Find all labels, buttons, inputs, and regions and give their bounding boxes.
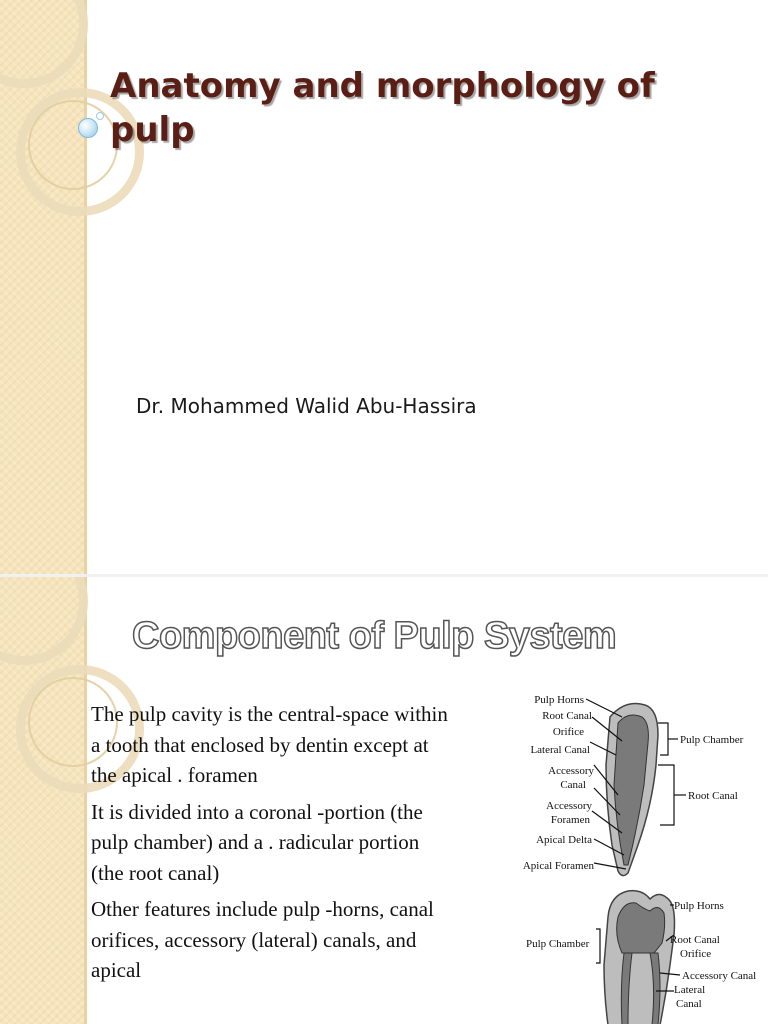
- label-root-canal: Root Canal: [670, 934, 720, 946]
- label-pulp-horns: Pulp Horns: [674, 900, 724, 912]
- label-root-canal: Root Canal: [688, 790, 738, 802]
- label-accessory: Accessory: [546, 800, 592, 812]
- slide-title: Anatomy and morphology of pulp: [110, 66, 655, 150]
- label-pulp-horns: Pulp Horns: [534, 695, 584, 706]
- bullet-list: [91, 699, 451, 992]
- decorative-ring-thin: [28, 100, 118, 190]
- label-canal: Canal: [560, 779, 586, 791]
- tooth-diagram-2: [526, 891, 756, 1024]
- content-slide: [0, 577, 768, 1024]
- left-labels-1: [523, 695, 595, 872]
- bullet-item: It is divided into a coronal -portion (the pulp chamber) and a . radicular portion (the root canal): [91, 799, 423, 885]
- bullet-item: The pulp cavity is the central-space within a tooth that enclosed by dentin except at the apical . foramen: [91, 702, 448, 787]
- label-canal: Canal: [676, 998, 702, 1010]
- decorative-bubble-small: [96, 112, 104, 120]
- label-orifice: Orifice: [680, 948, 712, 960]
- side-strip-edge: [84, 577, 87, 1024]
- tooth-diagram-1: [523, 695, 744, 876]
- label-orifice: Orifice: [552, 726, 584, 738]
- label-lateral: Lateral: [674, 984, 706, 996]
- decorative-bubble: [78, 118, 98, 138]
- label-accessory-canal: Accessory Canal: [682, 970, 757, 982]
- author-name: Dr. Mohammed Walid Abu-Hassira: [136, 394, 477, 418]
- label-root-canal: Root Canal: [542, 710, 592, 722]
- pulp-chamber-2: [617, 903, 665, 953]
- label-lateral-canal: Lateral Canal: [530, 744, 590, 756]
- slide-title: Component of Pulp System: [132, 615, 617, 657]
- label-pulp-chamber: Pulp Chamber: [526, 938, 590, 950]
- label-accessory: Accessory: [548, 765, 594, 777]
- label-apical-delta: Apical Delta: [536, 834, 592, 846]
- label-foramen: Foramen: [550, 814, 590, 826]
- bullet-item: Other features include pulp -horns, canal orifices, accessory (lateral) canals, and apical: [91, 897, 434, 982]
- side-strip-edge: [84, 0, 87, 577]
- right-labels-1: [680, 734, 744, 802]
- label-pulp-chamber: Pulp Chamber: [680, 734, 744, 746]
- label-apical-foramen: Apical Foramen: [522, 860, 594, 872]
- pulp-system-diagram: [510, 695, 760, 1024]
